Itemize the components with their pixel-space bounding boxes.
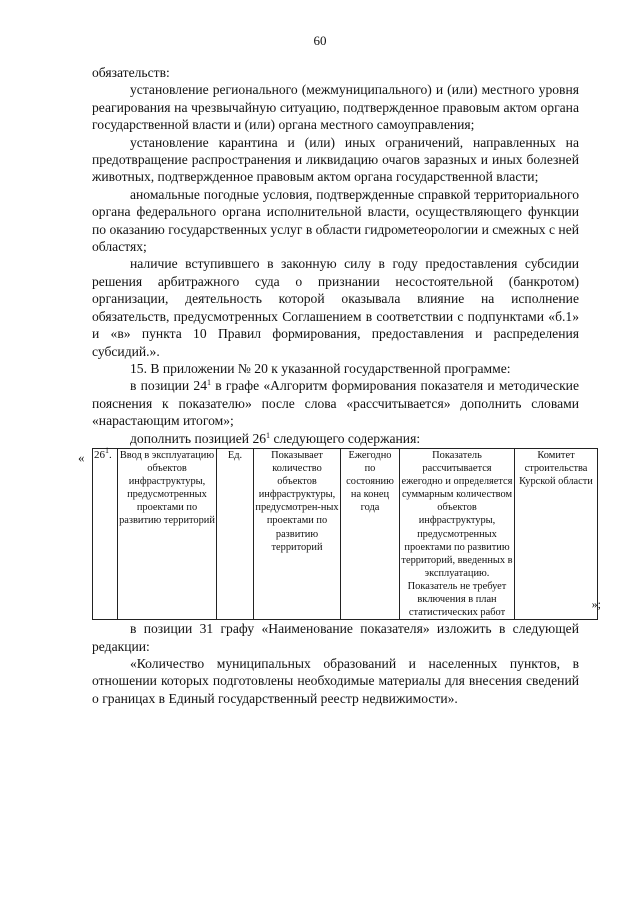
inserted-table xyxy=(78,445,601,620)
page-number: 60 xyxy=(313,33,327,48)
paragraph: 15. В приложении № 20 к указанной государственной программе: xyxy=(130,360,511,376)
superscript: 1 xyxy=(266,430,271,440)
text-run: в позиции 24 xyxy=(130,378,207,394)
paragraph: наличие вступившего в законную силу в году предоставления субсидии решения арбитражного суда о признании несостоятельной (банкротом) организации, деятельность которой оказывала влияние на исполнение обязательств, предусмотренных Соглашением в соответствии с подпунктами «б.1» и «в» пункта 10 Правил формирования, предоставления и распределения субсидий.». xyxy=(92,256,579,359)
table-cell-algorithm: Показатель рассчитывается ежегодно и определяется суммарным количеством объектов инфраструктуры, предусмотренных проектами по развитию территорий, введенных в эксплуатацию. Показатель не требует включения в план статистических работ xyxy=(401,449,513,619)
paragraph xyxy=(92,430,579,447)
paragraph: установление регионального (межмуниципального) и (или) местного уровня реагирования на чрезвычайную ситуацию, подтвержденное правовым актом органа государственной власти и (или) органа местного самоуправления; xyxy=(92,82,579,133)
table-cell-unit: Ед. xyxy=(217,448,254,619)
text-run: дополнить позицией 26 xyxy=(130,430,267,446)
close-quote: »; xyxy=(591,596,601,611)
table-cell-responsible: Комитет строительства Курской области xyxy=(515,448,598,619)
document-body xyxy=(78,64,601,707)
paragraph: установление карантина и (или) иных ограничений, направленных на предотвращение распространения и ликвидацию очагов заразных и иных болезней животных, подтвержденное правовым актом органа государственной власти; xyxy=(92,134,579,185)
indicator-table xyxy=(92,445,598,620)
superscript: 1 xyxy=(207,378,211,388)
text-run: 26 xyxy=(94,448,105,461)
open-quote: « xyxy=(78,449,85,465)
table-cell-periodicity: Ежегодно по состоянию на конец года xyxy=(341,448,400,619)
table-cell-definition: Показывает количество объектов инфраструктуры, предусмотрен-ных проектами по развитию территорий xyxy=(254,448,341,619)
paragraph: аномальные погодные условия, подтвержденные справкой территориального органа федерального органа исполнительной власти, осуществляющего функции по оказанию государственных услуг в области гидрометеорологии и смежных с ней областях; xyxy=(92,186,579,255)
table-row xyxy=(93,448,598,619)
table-cell-number xyxy=(93,445,118,619)
paragraph: в позиции 31 графу «Наименование показателя» изложить в следующей редакции: xyxy=(92,621,579,654)
paragraph: «Количество муниципальных образований и населенных пунктов, в отношении которых подготовлены необходимые материалы для внесения сведений о границах в Единый государственный реестр недвижимости». xyxy=(92,655,579,706)
superscript: 1 xyxy=(105,445,109,455)
text-run: следующего содержания: xyxy=(270,430,421,446)
paragraph: обязательств: xyxy=(92,65,170,80)
paragraph xyxy=(92,377,579,429)
text-run: в графе «Алгоритм формирования показателя и методические пояснения к показателю» после слова «рассчитывается» дополнить словами «нарастающим итогом»; xyxy=(92,378,579,429)
text-run: . xyxy=(109,448,112,461)
table-cell-indicator-name: Ввод в эксплуатацию объектов инфраструктуры, предусмотренных проектами по развитию территорий xyxy=(118,448,217,619)
